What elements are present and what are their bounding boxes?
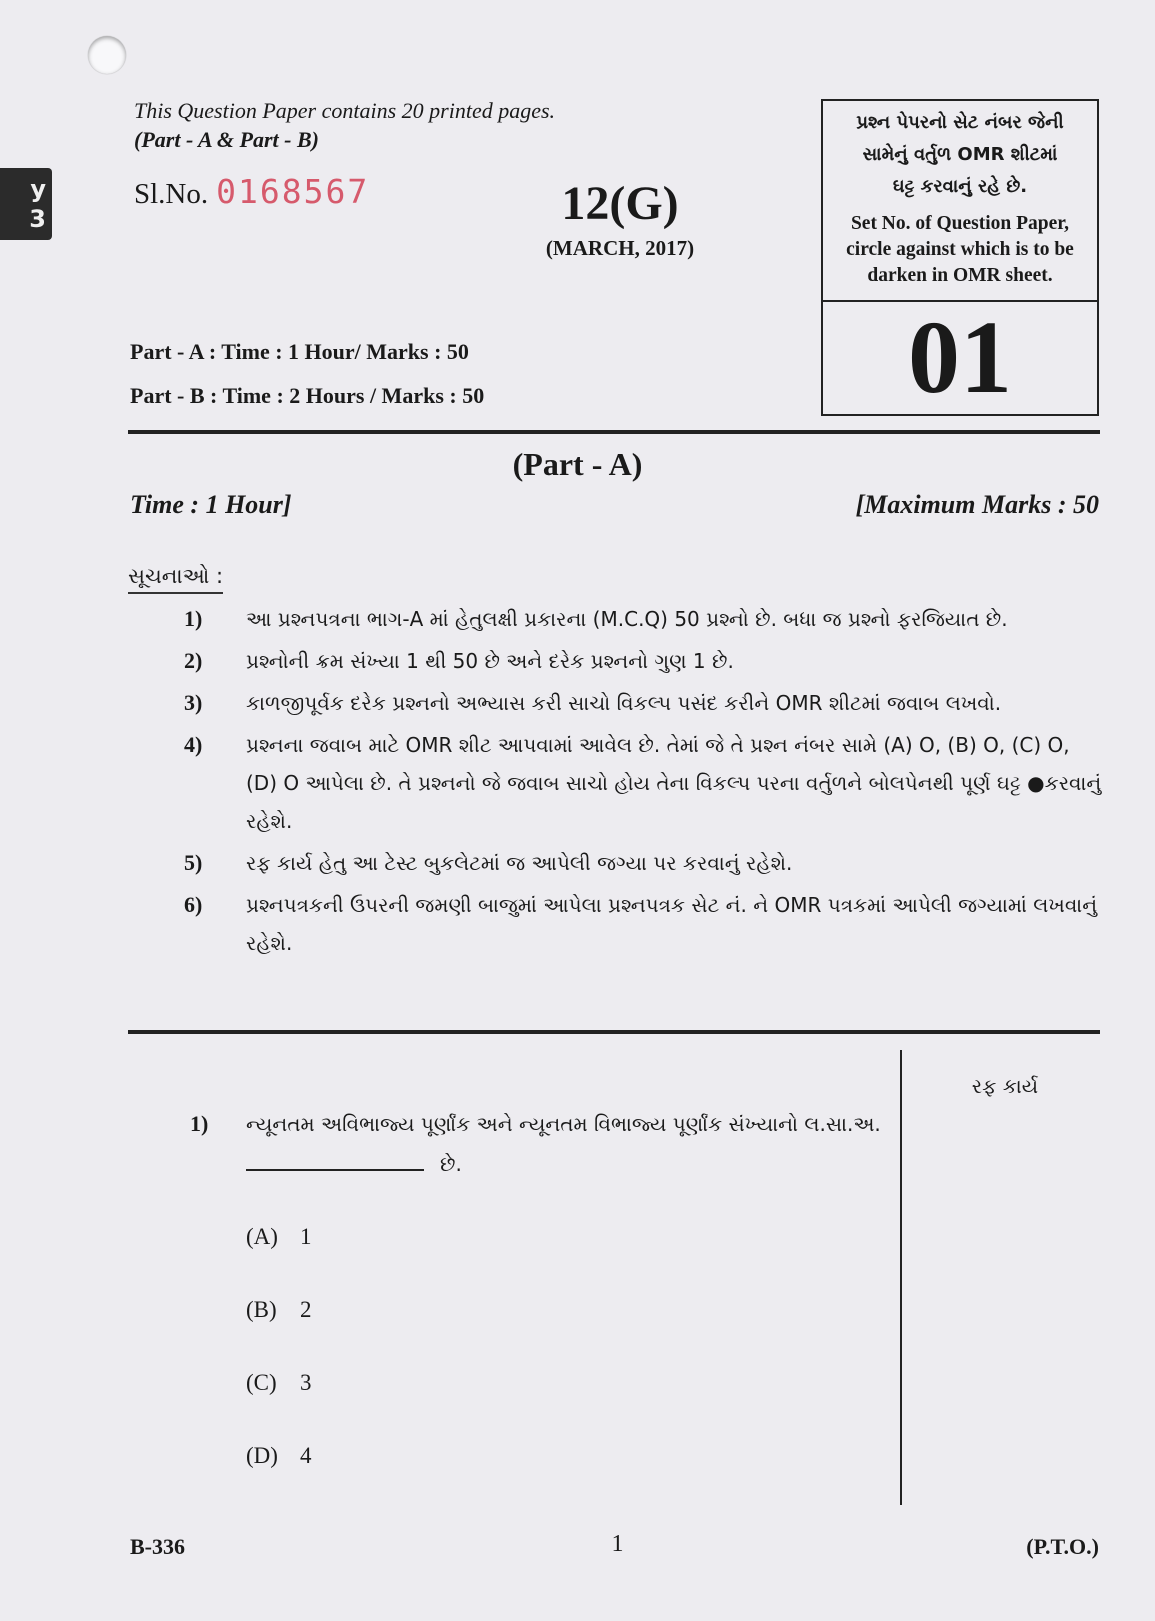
question-1 [190, 1104, 900, 1184]
page-number: 1 [611, 1531, 624, 1557]
question-text: ન્યૂનતમ અવિભાજ્ય પૂર્ણાંક અને ન્યૂનતમ વિભાજ્ય પૂર્ણાંક સંખ્યાનો લ.સા.અ. [246, 1112, 881, 1136]
divider-bottom [128, 1030, 1100, 1034]
instruction-text: પ્રશ્નોની ક્રમ સંખ્યા 1 થી 50 છે અને દરેક પ્રશ્નનો ગુણ 1 છે. [246, 649, 734, 673]
part-title: (Part - A) [512, 446, 643, 482]
set-box-gujarati-line: ઘટ્ટ કરવાનું રહે છે. [892, 176, 1028, 197]
divider-top [128, 430, 1100, 434]
instructions-heading: સૂચનાઓ : [128, 564, 223, 594]
option-value: 4 [300, 1443, 312, 1468]
instruction-item [184, 642, 1104, 680]
instruction-item [184, 844, 1104, 882]
instruction-number: 1) [184, 606, 203, 631]
instruction-item [184, 886, 1104, 962]
set-number-box [821, 99, 1099, 416]
set-box-gujarati-line: પ્રશ્ન પેપરનો સેટ નંબર જેની [856, 112, 1064, 133]
part-b-timing: Part - B : Time : 2 Hours / Marks : 50 [130, 383, 485, 408]
set-box-gujarati [823, 101, 1097, 203]
parts-line: (Part - A & Part - B) [134, 127, 319, 152]
paper-code: 12(G) [561, 177, 679, 230]
instruction-number: 5) [184, 850, 203, 875]
instruction-text: રફ કાર્ય હેતુ આ ટેસ્ટ બુકલેટમાં જ આપેલી જગ્યા પર કરવાનું રહેશે. [246, 851, 793, 875]
option-b [246, 1297, 312, 1370]
option-d [246, 1443, 312, 1516]
option-label: (A) [246, 1224, 278, 1249]
part-a-timing: Part - A : Time : 1 Hour/ Marks : 50 [130, 339, 469, 364]
side-tab-line-2: 3 [29, 205, 46, 233]
option-label: (C) [246, 1370, 277, 1395]
set-box-english-line: circle against which is to be [846, 239, 1074, 260]
side-tab-line-1: y [30, 175, 46, 203]
instruction-item [184, 600, 1104, 638]
rough-work-divider [900, 1050, 902, 1505]
serial-number [134, 172, 369, 211]
set-box-english-line: Set No. of Question Paper, [850, 213, 1070, 234]
option-value: 1 [300, 1224, 312, 1249]
answer-options [246, 1224, 312, 1516]
exam-date: (MARCH, 2017) [545, 236, 695, 260]
instruction-number: 2) [184, 648, 203, 673]
option-value: 3 [300, 1370, 312, 1395]
serial-number-label: Sl.No. [134, 178, 209, 210]
footer-code: B-336 [130, 1534, 185, 1559]
option-value: 2 [300, 1297, 312, 1322]
paper-info [134, 96, 555, 154]
instruction-item [184, 684, 1104, 722]
instruction-item [184, 726, 1104, 840]
part-time: Time : 1 Hour] [130, 490, 292, 519]
question-suffix: છે. [440, 1152, 462, 1176]
question-text-block [246, 1104, 900, 1184]
instruction-number: 6) [184, 892, 203, 917]
paper-code-block [500, 176, 740, 261]
instruction-text: કાળજીપૂર્વક દરેક પ્રશ્નનો અભ્યાસ કરી સાચો વિકલ્પ પસંદ કરીને OMR શીટમાં જવાબ લખવો. [246, 691, 1002, 715]
option-c [246, 1370, 312, 1443]
instructions-list [184, 600, 1104, 966]
instruction-number: 3) [184, 690, 203, 715]
set-box-english-line: darken in OMR sheet. [867, 265, 1053, 286]
set-number: 01 [908, 300, 1012, 415]
option-label: (D) [246, 1443, 278, 1468]
pages-line: This Question Paper contains 20 printed pages. [134, 98, 556, 123]
option-label: (B) [246, 1297, 277, 1322]
punch-hole [88, 36, 126, 74]
instruction-text: પ્રશ્નના જવાબ માટે OMR શીટ આપવામાં આવેલ છે. તેમાં જે તે પ્રશ્ન નંબર સામે (A) O, (B) O, (C) O, (D) O આપેલા છે. તે પ્રશ્નનો જે જવાબ સાચો હોય તેના વિકલ્પ પરના વર્તુળને બોલપેનથી પૂર્ણ ઘટ્ટ ●કરવાનું રહેશે. [246, 733, 1102, 833]
set-box-gujarati-line: સામેનું વર્તુળ OMR શીટમાં [862, 144, 1058, 165]
option-a [246, 1224, 312, 1297]
timing-info [130, 330, 484, 418]
side-tab [0, 168, 52, 240]
instruction-text: આ પ્રશ્નપત્રના ભાગ-A માં હેતુલક્ષી પ્રકારના (M.C.Q) 50 પ્રશ્નો છે. બધા જ પ્રશ્નો ફરજિયાત છે. [246, 607, 1008, 631]
serial-number-value: 0168567 [216, 172, 370, 211]
answer-blank [246, 1149, 424, 1171]
part-max-marks: [Maximum Marks : 50 [855, 490, 1099, 519]
pto-label: (P.T.O.) [1026, 1534, 1099, 1559]
question-number: 1) [190, 1111, 209, 1136]
set-box-english [823, 203, 1097, 289]
instruction-text: પ્રશ્નપત્રકની ઉપરની જમણી બાજુમાં આપેલા પ્રશ્નપત્રક સેટ નં. ને OMR પત્રકમાં આપેલી જગ્યામાં લખવાનું રહેશે. [246, 893, 1098, 955]
instruction-number: 4) [184, 732, 203, 757]
rough-work-label: રફ કાર્ય [971, 1074, 1039, 1098]
